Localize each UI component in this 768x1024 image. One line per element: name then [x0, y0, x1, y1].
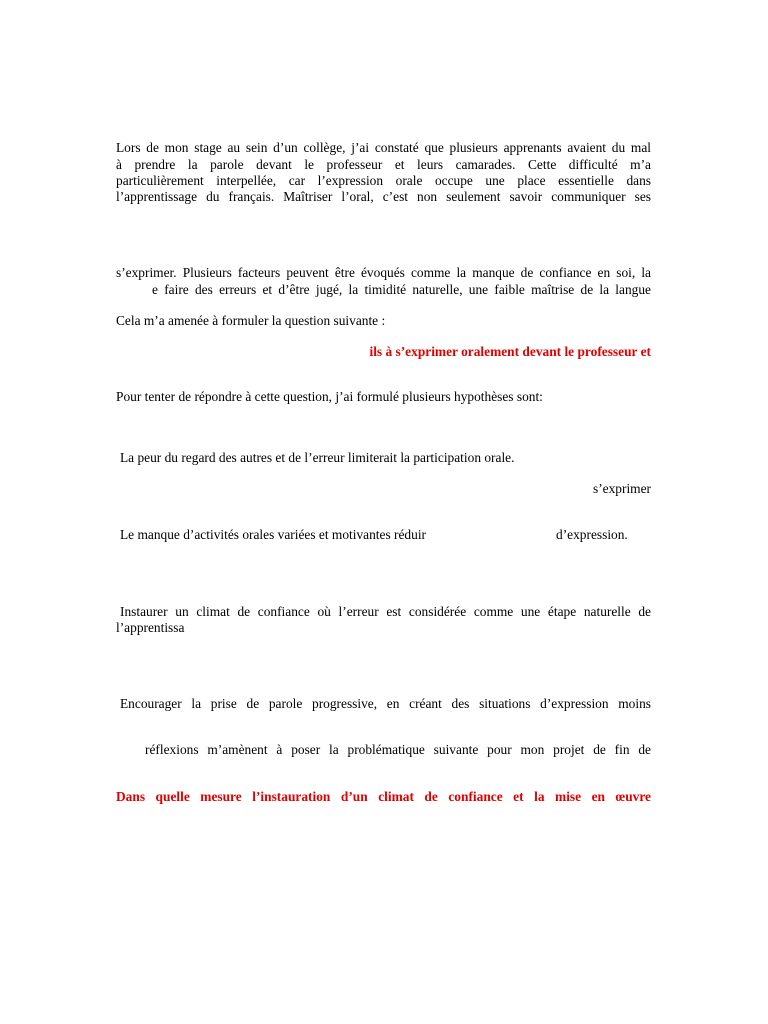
paragraph1-line2: à prendre la parole devant le professeur et leurs camarades. Cette difficulté m’a: [116, 157, 651, 172]
solution-1-line2: l’apprentissa: [116, 620, 185, 635]
hypothesis-1: La peur du regard des autres et de l’erreur limiterait la participation orale.: [120, 450, 515, 465]
problematique-line: Dans quelle mesure l’instauration d’un climat de confiance et la mise en œuvre: [116, 789, 651, 804]
paragraph1-line1: Lors de mon stage au sein d’un collège, j’ai constaté que plusieurs apprenants avaient du mal: [116, 140, 651, 155]
paragraph1-line3: particulièrement interpellée, car l’expression orale occupe une place essentielle dans: [116, 173, 651, 188]
hypothesis-2-fragment: s’exprimer: [592, 481, 651, 496]
hypothesis-3-part2: d’expression.: [556, 527, 628, 542]
hypothesis-3-part1: Le manque d’activités orales variées et motivantes réduir: [120, 527, 427, 542]
solution-1-line1: Instaurer un climat de confiance où l’erreur est considérée comme une étape naturelle de: [120, 604, 651, 619]
hypotheses-intro: Pour tenter de répondre à cette question, j’ai formulé plusieurs hypothèses sont:: [116, 389, 543, 404]
paragraph2-line2: e faire des erreurs et d’être jugé, la timidité naturelle, une faible maîtrise de la langue: [152, 282, 651, 297]
solution-2-line1: Encourager la prise de parole progressive, en créant des situations d’expression moins: [120, 696, 651, 711]
question-intro: Cela m’a amenée à formuler la question suivante :: [116, 313, 386, 328]
paragraph2-line1: s’exprimer. Plusieurs facteurs peuvent être évoqués comme la manque de confiance en soi, la: [116, 265, 651, 280]
paragraph1-line4: l’apprentissage du français. Maîtriser l’oral, c’est non seulement savoir communiquer ses: [116, 189, 651, 204]
reflexions-line: réflexions m’amènent à poser la problématique suivante pour mon projet de fin de: [145, 742, 651, 757]
research-question-fragment: ils à s’exprimer oralement devant le professeur et: [369, 344, 651, 359]
